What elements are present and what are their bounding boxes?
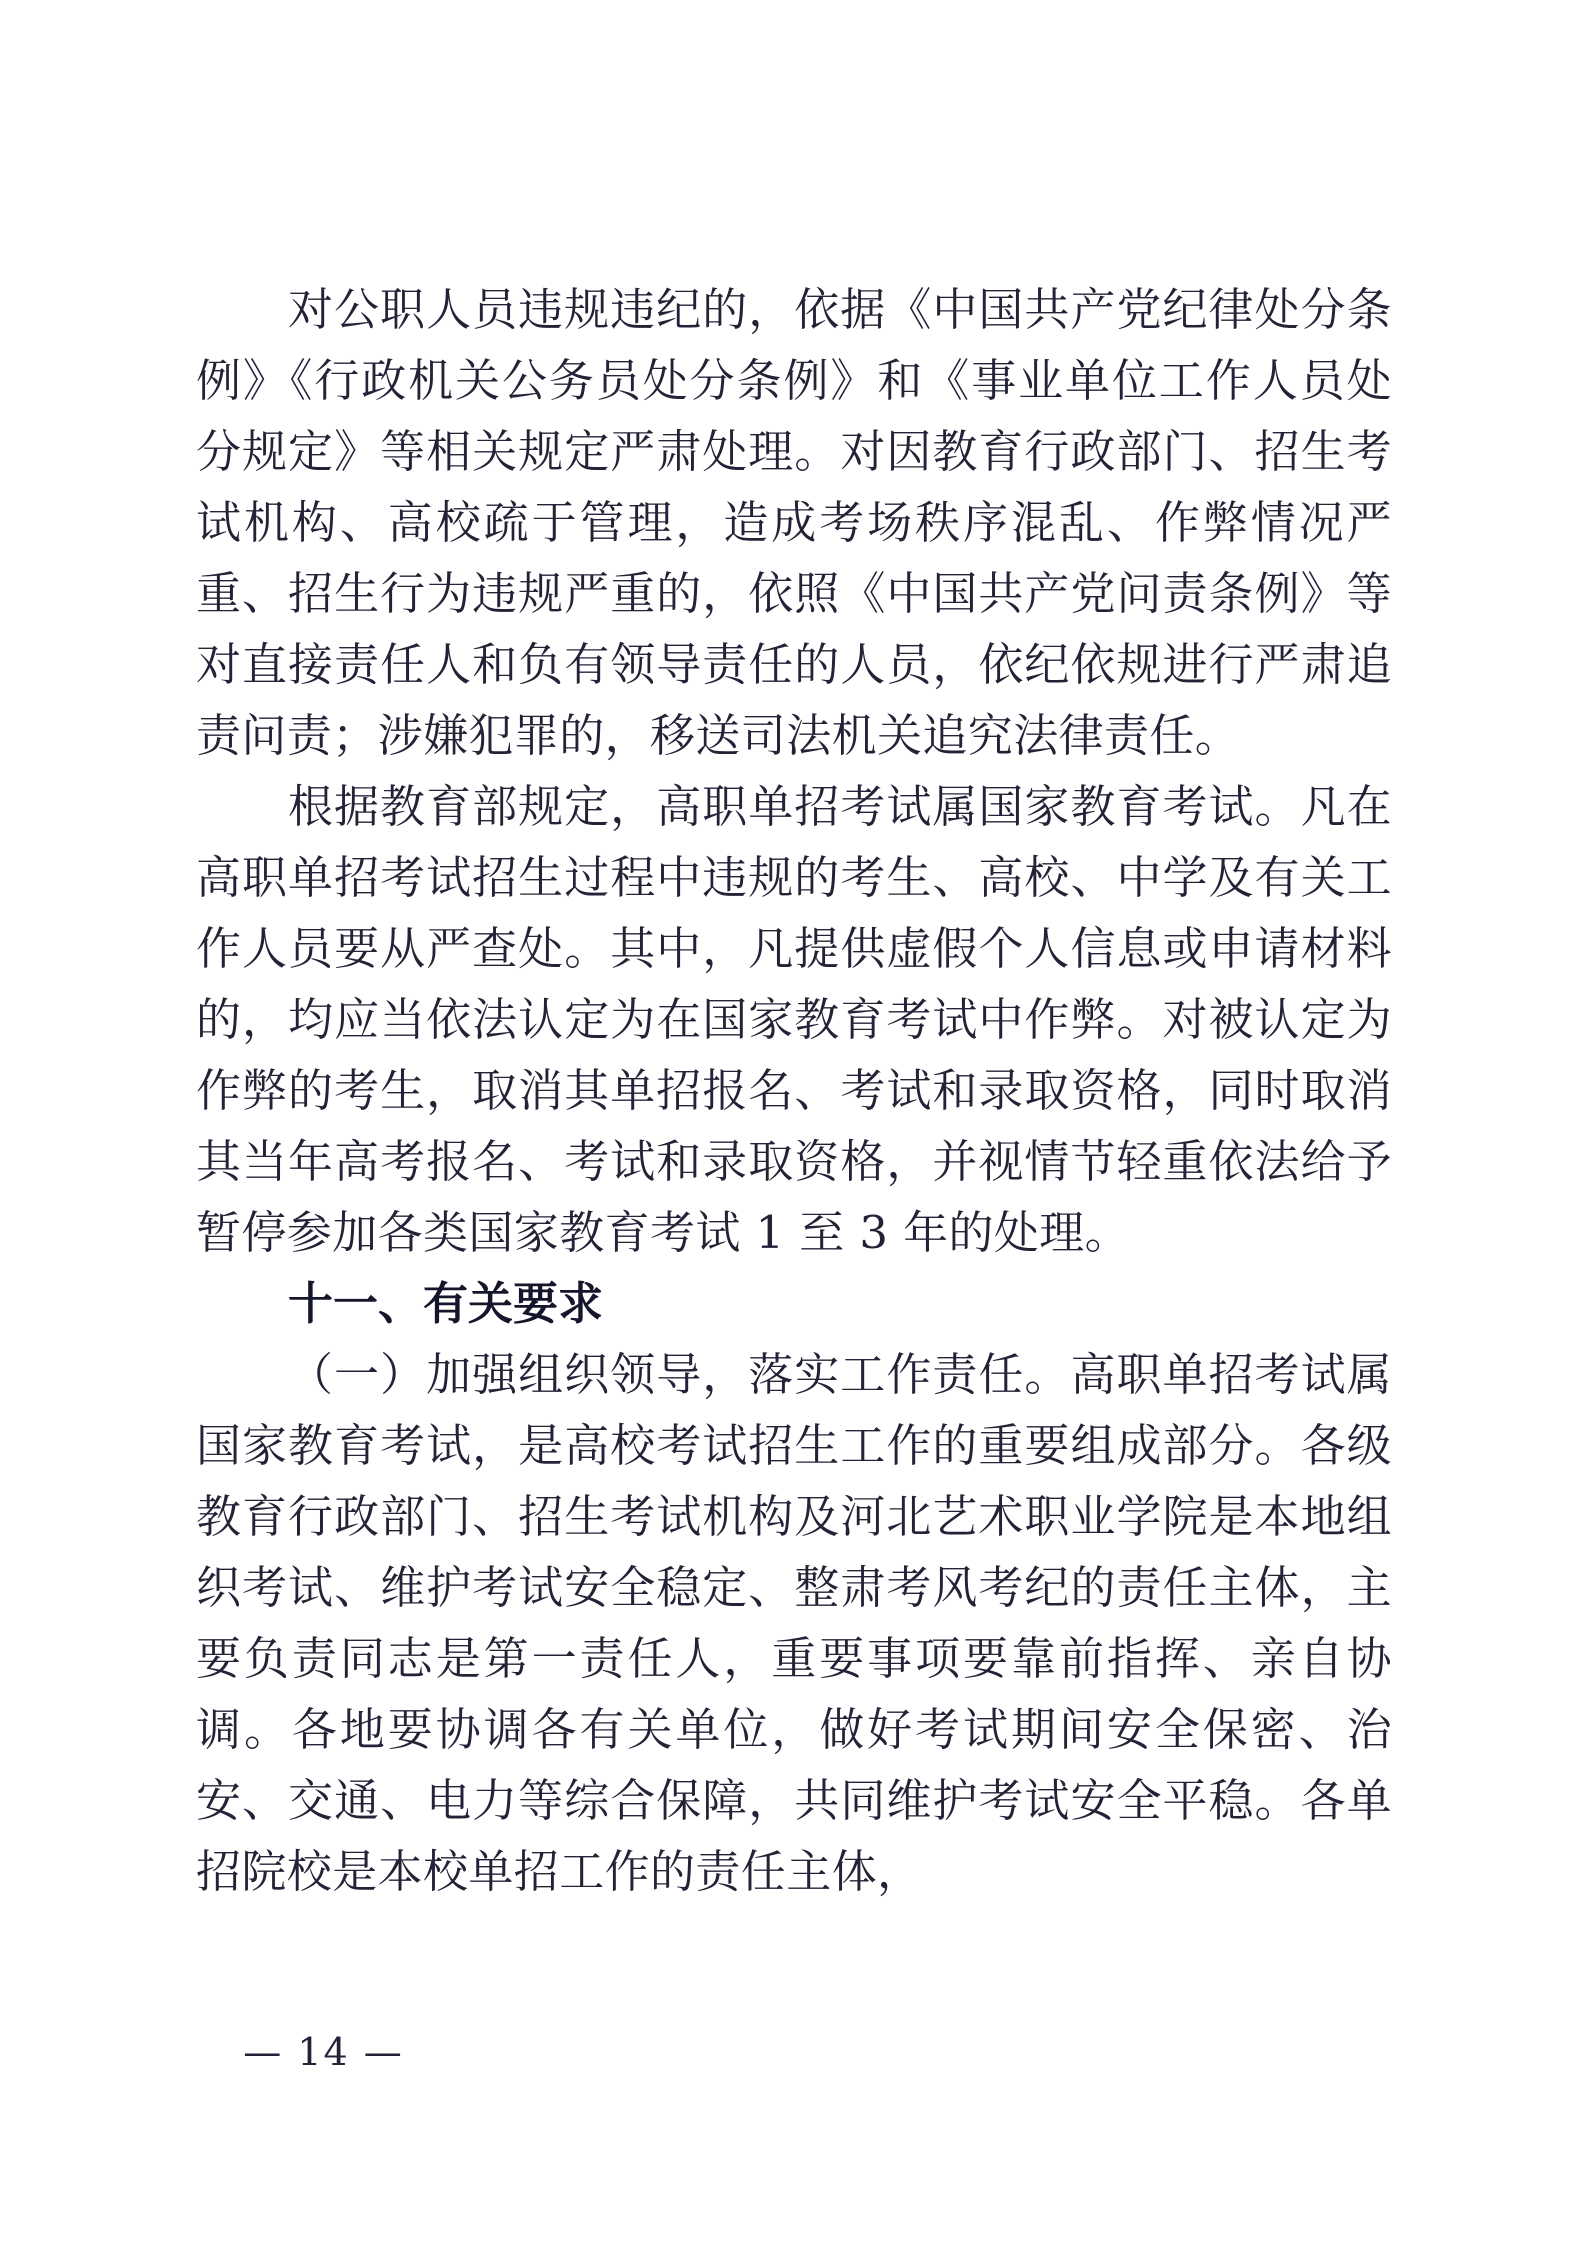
page-number: — 14 — [243,2030,404,2074]
paragraph-exam-violation-rules: 根据教育部规定，高职单招考试属国家教育考试。凡在高职单招考试招生过程中违规的考生、高校、中学及有关工作人员要从严查处。其中，凡提供虚假个人信息或申请材料的，均应当依法认定为在国家教育考试中作弊。对被认定为作弊的考生，取消其单招报名、考试和录取资格，同时取消其当年高考报名、考试和录取资格，并视情节轻重依法给予暂停参加各类国家教育考试 1 至 3 年的处理。 [196,780,1392,1259]
page-footer [0,2030,1587,2074]
paragraph-organizational-leadership: （一）加强组织领导，落实工作责任。高职单招考试属国家教育考试，是高校考试招生工作的重要组成部分。各级教育行政部门、招生考试机构及河北艺术职业学院是本地组织考试、维护考试安全稳定、整肃考风考纪的责任主体，主要负责同志是第一责任人，重要事项要靠前指挥、亲自协调。各地要协调各有关单位，做好考试期间安全保密、治安、交通、电力等综合保障，共同维护考试安全平稳。各单招院校是本校单招工作的责任主体， [196,1348,1392,1898]
paragraph-discipline-handling: 对公职人员违规违纪的，依据《中国共产党纪律处分条例》《行政机关公务员处分条例》和《事业单位工作人员处分规定》等相关规定严肃处理。对因教育行政部门、招生考试机构、高校疏于管理，造成考场秩序混乱、作弊情况严重、招生行为违规严重的，依照《中国共产党问责条例》等对直接责任人和负有领导责任的人员，依纪依规进行严肃追责问责；涉嫌犯罪的，移送司法机关追究法律责任。 [196,283,1392,762]
section-heading-requirements: 十一、有关要求 [288,1277,604,1330]
page-content [196,274,1392,1907]
